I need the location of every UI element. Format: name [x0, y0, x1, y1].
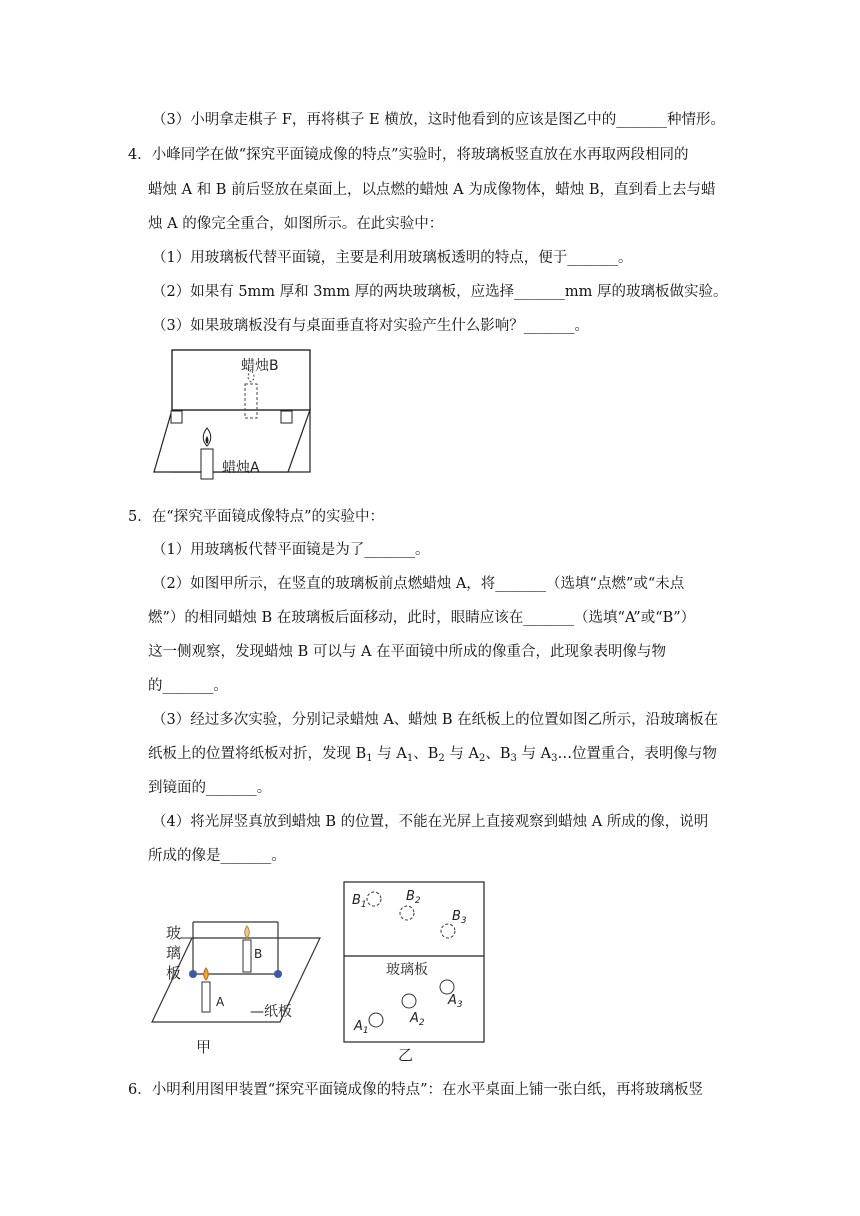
q5-stem: 5．在“探究平面镜成像特点”的实验中：: [128, 509, 385, 525]
q4-stem-line-3: 烛 A 的像完全重合，如图所示。在此实验中：: [148, 216, 444, 232]
q5-subquestion-3-line-1: （3）经过多次实验，分别记录蜡烛 A、蜡烛 B 在纸板上的位置如图乙所示，沿玻璃板在: [152, 712, 719, 728]
svg-text:A1: $A_1$: [354, 1019, 369, 1036]
label-glass: 玻璃板: [386, 962, 428, 978]
q5-subquestion-4-line-2: 所成的像是_______。: [148, 848, 286, 864]
q5-subquestion-3-line-2: 纸板上的位置将纸板对折，发现 $B_1$ 与 $A_1$、$B_2$ 与 $A_2$、$B_3$ 与 $A_3\dots$位置重合，表明像与物: [148, 746, 717, 764]
q5-subquestion-1: （1）用玻璃板代替平面镜是为了_______。: [152, 542, 430, 558]
label-candle-b: 蜡烛B: [241, 358, 279, 374]
q6-stem-line-1: 6．小明利用图甲装置“探究平面镜成像的特点”：在水平桌面上铺一张白纸，再将玻璃板竖: [128, 1082, 704, 1098]
candle-b: [243, 926, 251, 972]
svg-text:板: 板: [166, 964, 182, 982]
svg-text:A2: $A_2$: [410, 1011, 425, 1028]
svg-text:B1: $B_1$: [352, 893, 367, 910]
q4-subquestion-1: （1）用玻璃板代替平面镜，主要是利用玻璃板透明的特点，便于_______。: [152, 250, 633, 266]
q4-subquestion-3: （3）如果玻璃板没有与桌面垂直将对实验产生什么影响？_______。: [152, 318, 589, 334]
svg-text:B3: $B_3$: [452, 909, 467, 926]
label-b: B: [254, 947, 263, 961]
caption-jia: 甲: [196, 1038, 212, 1056]
svg-text:A3: $A_3$: [448, 993, 463, 1010]
q4-subquestion-2: （2）如果有 5mm 厚和 3mm 厚的两块玻璃板，应选择_______mm 厚的玻璃板做实验。: [152, 284, 728, 300]
svg-text:璃: 璃: [166, 944, 182, 962]
label-paper: —纸板: [250, 1004, 292, 1020]
q3-subquestion-3: （3）小明拿走棋子 F，再将棋子 E 横放，这时他看到的应该是图乙中的_______种情形。: [152, 112, 725, 128]
label-candle-a: 蜡烛A: [222, 460, 260, 476]
q5-subquestion-2-line-2: 燃”）的相同蜡烛 B 在玻璃板后面移动，此时，眼睛应该在_______（选填“A”或“B”）: [148, 610, 696, 626]
svg-text:B2: $B_2$: [406, 889, 421, 906]
q4-candle-figure: [150, 346, 320, 486]
q5-subquestion-2-line-3: 这一侧观察，发现蜡烛 B 可以与 A 在平面镜中所成的像重合，此现象表明像与物: [148, 644, 667, 660]
caption-yi: 乙: [398, 1046, 414, 1064]
svg-text:玻: 玻: [166, 924, 182, 942]
label-a: A: [216, 995, 225, 1009]
q5-subquestion-3-line-3: 到镜面的_______。: [148, 780, 272, 796]
q5-subquestion-2-line-1: （2）如图甲所示，在竖直的玻璃板前点燃蜡烛 A，将_______（选填“点燃”或“未点: [152, 576, 685, 592]
q5-figure-jia: [150, 910, 330, 1060]
q5-figure-yi: [340, 878, 490, 1064]
q5-subquestion-4-line-1: （4）将光屏竖真放到蜡烛 B 的位置，不能在光屏上直接观察到蜡烛 A 所成的像，说明: [152, 814, 709, 830]
q4-stem-line-2: 蜡烛 A 和 B 前后竖放在桌面上，以点燃的蜡烛 A 为成像物体，蜡烛 B，直到看上去与蜡: [148, 182, 716, 198]
q5-subquestion-2-line-4: 的_______。: [148, 678, 228, 694]
q4-stem-line-1: 4．小峰同学在做“探究平面镜成像的特点”实验时，将玻璃板竖直放在水再取两段相同的: [128, 147, 689, 163]
